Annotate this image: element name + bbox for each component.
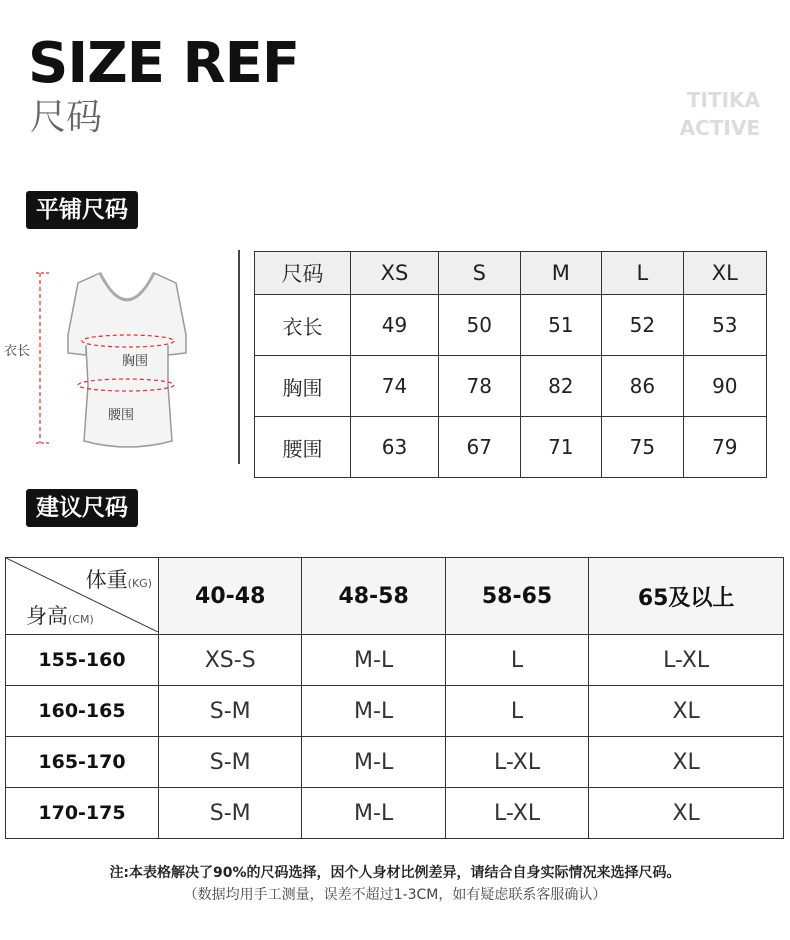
note-line-2: （数据均用手工测量，误差不超过1-3CM，如有疑虑联系客服确认）: [183, 887, 607, 903]
table-cell: S-M: [159, 737, 302, 788]
table-cell: M-L: [302, 686, 445, 737]
header-cell: 尺码: [255, 252, 351, 295]
divider: [238, 250, 240, 464]
table-cell: L: [445, 635, 588, 686]
height-row-label: 170-175: [6, 788, 159, 839]
table-row: [6, 788, 784, 839]
recommend-table-header-row: [6, 558, 784, 635]
table-cell: 86: [602, 356, 684, 417]
weight-column-header: 65及以上: [589, 558, 784, 635]
table-cell: 82: [520, 356, 602, 417]
brand-watermark-line1: TITIKA: [686, 88, 760, 112]
height-row-label: 160-165: [6, 686, 159, 737]
waist-label: 腰围: [108, 408, 135, 423]
table-row: [6, 635, 784, 686]
table-cell: XL: [589, 737, 784, 788]
table-cell: 52: [602, 295, 684, 356]
flat-size-table: [254, 251, 767, 478]
row-label: 腰围: [255, 417, 351, 478]
recommend-size-section-label: 建议尺码: [26, 489, 138, 527]
weight-column-header: 58-65: [445, 558, 588, 635]
table-row: [6, 737, 784, 788]
table-cell: 90: [683, 356, 766, 417]
table-cell: 74: [351, 356, 439, 417]
header-cell: M: [520, 252, 602, 295]
table-cell: 71: [520, 417, 602, 478]
table-cell: XL: [589, 686, 784, 737]
chest-label: 胸围: [122, 354, 149, 369]
table-cell: XS-S: [159, 635, 302, 686]
table-cell: L-XL: [445, 737, 588, 788]
row-label: 衣长: [255, 295, 351, 356]
weight-column-header: 40-48: [159, 558, 302, 635]
table-row: [6, 686, 784, 737]
table-cell: M-L: [302, 635, 445, 686]
table-cell: 49: [351, 295, 439, 356]
height-row-label: 165-170: [6, 737, 159, 788]
weight-header: 体重(KG): [85, 568, 152, 592]
table-cell: 53: [683, 295, 766, 356]
table-cell: L-XL: [445, 788, 588, 839]
corner-cell: [6, 558, 159, 635]
flat-size-section-label: 平铺尺码: [26, 191, 138, 229]
page-subtitle: 尺码: [30, 97, 103, 138]
header-cell: L: [602, 252, 684, 295]
table-row: [255, 356, 767, 417]
table-cell: S-M: [159, 788, 302, 839]
height-row-label: 155-160: [6, 635, 159, 686]
table-cell: XL: [589, 788, 784, 839]
recommend-size-table: [5, 557, 784, 839]
header-cell: XL: [683, 252, 766, 295]
table-cell: M-L: [302, 788, 445, 839]
table-cell: 50: [439, 295, 521, 356]
table-row: [255, 295, 767, 356]
table-cell: 51: [520, 295, 602, 356]
table-cell: L: [445, 686, 588, 737]
table-cell: 63: [351, 417, 439, 478]
length-label: 衣长: [4, 344, 31, 359]
table-row: [255, 417, 767, 478]
table-cell: 75: [602, 417, 684, 478]
header-cell: XS: [351, 252, 439, 295]
table-cell: M-L: [302, 737, 445, 788]
table-cell: L-XL: [589, 635, 784, 686]
row-label: 胸围: [255, 356, 351, 417]
note-line-1: 注:本表格解决了90%的尺码选择，因个人身材比例差异，请结合自身实际情况来选择尺码。: [109, 865, 681, 881]
page-title: SIZE REF: [28, 31, 300, 96]
brand-watermark-line2: ACTIVE: [679, 116, 760, 140]
table-cell: 79: [683, 417, 766, 478]
table-cell: 78: [439, 356, 521, 417]
header-cell: S: [439, 252, 521, 295]
table-cell: S-M: [159, 686, 302, 737]
table-cell: 67: [439, 417, 521, 478]
flat-table-header-row: [255, 252, 767, 295]
shirt-diagram: [0, 245, 240, 465]
height-header: 身高(CM): [26, 604, 94, 628]
weight-column-header: 48-58: [302, 558, 445, 635]
